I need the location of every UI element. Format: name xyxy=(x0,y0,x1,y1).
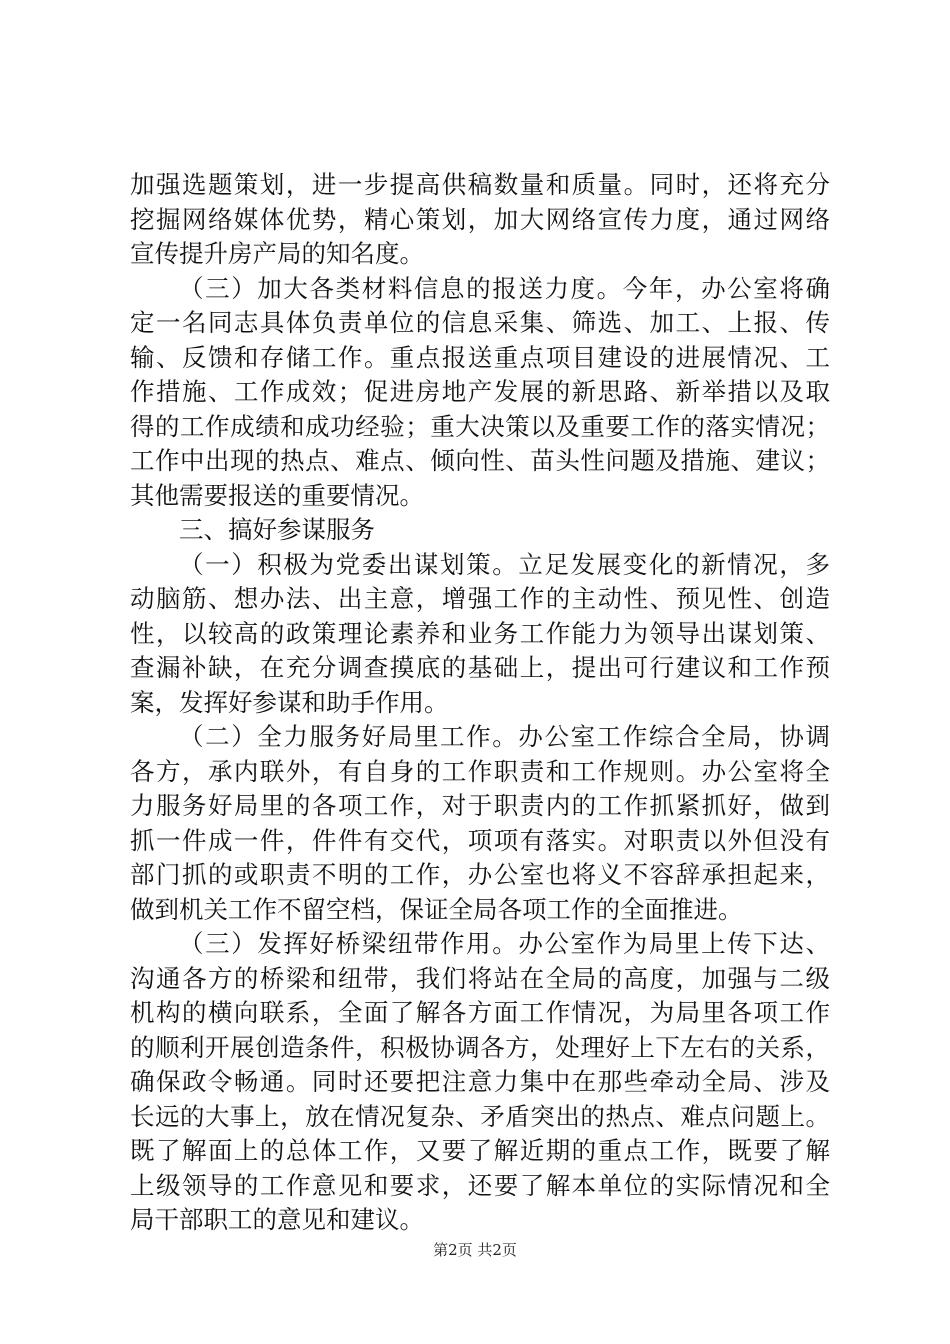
text-line: 各方，承内联外，有自身的工作职责和工作规则。办公室将全 xyxy=(130,756,830,786)
text-line: 三、搞好参谋服务 xyxy=(179,515,375,544)
text-line: （三）发挥好桥梁纽带作用。办公室作为局里上传下达、 xyxy=(179,929,830,958)
text-line: 性，以较高的政策理论素养和业务工作能力为领导出谋划策、 xyxy=(130,618,830,648)
text-line: 查漏补缺，在充分调查摸底的基础上，提出可行建议和工作预 xyxy=(130,653,830,682)
text-line: 既了解面上的总体工作，又要了解近期的重点工作，既要了解 xyxy=(130,1136,830,1165)
text-line: 宣传提升房产局的知名度。 xyxy=(130,239,424,268)
text-line: （一）积极为党委出谋划策。立足发展变化的新情况，多 xyxy=(179,549,830,579)
text-line: 作措施、工作成效；促进房地产发展的新思路、新举措以及取 xyxy=(130,377,830,406)
text-line: 的顺利开展创造条件，积极协调各方，处理好上下左右的关系， xyxy=(130,1032,830,1062)
text-line: 做到机关工作不留空档，保证全局各项工作的全面推进。 xyxy=(130,894,743,924)
text-line: 得的工作成绩和成功经验；重大决策以及重要工作的落实情况； xyxy=(130,411,830,441)
text-line: 其他需要报送的重要情况。 xyxy=(130,480,424,510)
text-line: （二）全力服务好局里工作。办公室工作综合全局，协调 xyxy=(179,722,830,751)
text-line: 机构的横向联系，全面了解各方面工作情况，为局里各项工作 xyxy=(130,998,830,1027)
page-footer xyxy=(0,1240,950,1260)
text-line: 输、反馈和存储工作。重点报送重点项目建设的进展情况、工 xyxy=(130,342,830,372)
text-line: 案，发挥好参谋和助手作用。 xyxy=(130,687,449,717)
text-line: 加强选题策划，进一步提高供稿数量和质量。同时，还将充分 xyxy=(130,170,830,199)
text-line: 工作中出现的热点、难点、倾向性、苗头性问题及措施、建议； xyxy=(130,446,830,475)
document-body xyxy=(130,168,830,1238)
text-line: 局干部职工的意见和建议。 xyxy=(130,1205,424,1234)
text-line: 长远的大事上，放在情况复杂、矛盾突出的热点、难点问题上。 xyxy=(130,1101,830,1131)
text-line: 抓一件成一件，件件有交代，项项有落实。对职责以外但没有 xyxy=(130,825,830,855)
text-line: 定一名同志具体负责单位的信息采集、筛选、加工、上报、传 xyxy=(130,308,830,337)
text-line: 部门抓的或职责不明的工作，办公室也将义不容辞承担起来， xyxy=(130,860,830,889)
text-line: 挖掘网络媒体优势，精心策划，加大网络宣传力度，通过网络 xyxy=(130,204,830,234)
page-number-label: 第2页 共2页 xyxy=(433,1241,517,1259)
text-line: 动脑筋、想办法、出主意，增强工作的主动性、预见性、创造 xyxy=(130,584,830,613)
text-line: （三）加大各类材料信息的报送力度。今年，办公室将确 xyxy=(179,273,830,303)
text-line: 确保政令畅通。同时还要把注意力集中在那些牵动全局、涉及 xyxy=(130,1067,830,1096)
text-line: 上级领导的工作意见和要求，还要了解本单位的实际情况和全 xyxy=(130,1170,830,1200)
text-line: 沟通各方的桥梁和纽带，我们将站在全局的高度，加强与二级 xyxy=(130,963,830,993)
text-line: 力服务好局里的各项工作，对于职责内的工作抓紧抓好，做到 xyxy=(130,791,830,820)
